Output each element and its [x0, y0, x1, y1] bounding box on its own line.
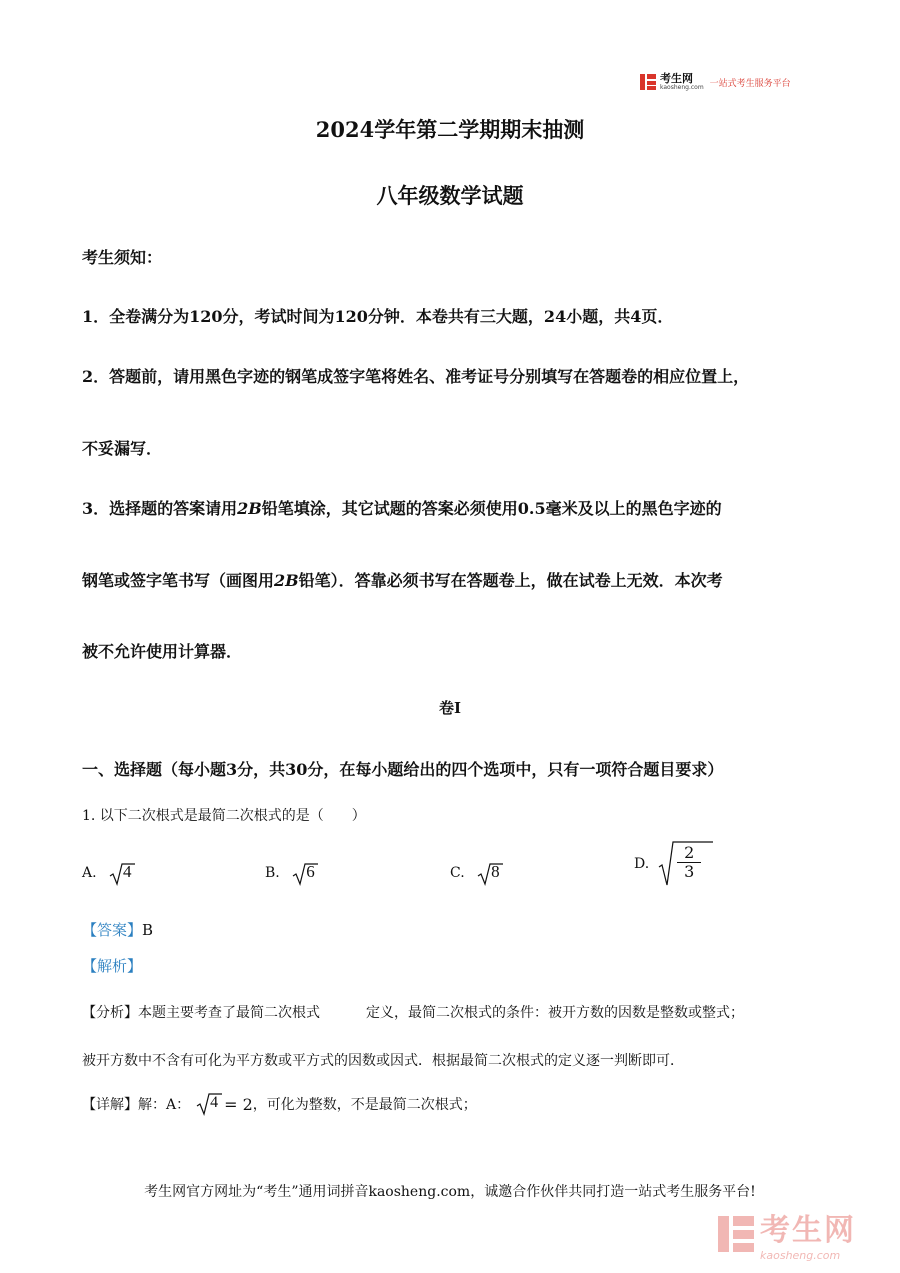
- question-1-stem: 1. 以下二次根式是最简二次根式的是（ ）: [82, 808, 366, 824]
- sqrt-expression: [196, 1092, 230, 1116]
- exam-subtitle: 八年级数学试题: [376, 183, 524, 208]
- pencil-grade: 2B: [274, 571, 299, 590]
- analysis-tag: 【解析】: [82, 957, 143, 975]
- notice-text: 3．选择题的答案请用: [82, 499, 238, 518]
- watermark-url: kaosheng.com: [760, 1249, 841, 1262]
- equation-result: = 2: [224, 1094, 253, 1114]
- option-b: [265, 862, 327, 886]
- notice-item-3-line-1: [82, 496, 722, 519]
- detail-tag: 【详解】: [82, 1097, 138, 1113]
- radicand: 6: [306, 862, 315, 882]
- detail-text: ，可化为整数，不是最简二次根式；: [252, 1097, 477, 1113]
- notice-item-2-line-2: 不妥漏写．: [82, 439, 163, 458]
- option-label: A.: [82, 865, 97, 882]
- notice-item-3-line-2: [82, 568, 723, 591]
- logo-name: 考生网: [660, 72, 693, 85]
- answer-value: B: [142, 921, 154, 939]
- notice-text: 钢笔或签字笔书写（画图用: [82, 571, 275, 590]
- fenxi-tag: 【分析】: [82, 1005, 138, 1021]
- radicand: 4: [210, 1094, 219, 1112]
- sqrt-expression: [109, 862, 144, 886]
- notice-item-2-line-1: 2．答题前，请用黑色字迹的钢笔成签字笔将姓名、准考证号分别填写在答题卷的相应位置上，: [82, 367, 750, 386]
- detail-line: [82, 1088, 477, 1120]
- watermark-text: 考生网: [760, 1213, 856, 1248]
- logo-slogan: 一站式考生服务平台: [709, 78, 791, 89]
- logo-url: kaosheng.com: [660, 84, 704, 91]
- radicand: 4: [123, 862, 132, 882]
- answer-line: [82, 919, 153, 940]
- radicand: 8: [491, 862, 500, 882]
- section-1-heading: 一、选择题（每小题3分，共30分，在每小题给出的四个选项中，只有一项符合题目要求）: [82, 760, 724, 779]
- sqrt-expression: [292, 862, 327, 886]
- sqrt-fraction-expression: [657, 839, 715, 889]
- option-d: [634, 838, 715, 890]
- exam-title: 2024学年第二学期期末抽测: [315, 117, 585, 142]
- logo-mark-icon: [640, 74, 656, 90]
- answer-tag: 【答案】: [82, 921, 143, 939]
- fraction: [677, 844, 701, 881]
- notice-text: 铅笔）．答靠必须书写在答题卷上，做在试卷上无效．本次考: [298, 571, 723, 590]
- watermark: [718, 1205, 856, 1262]
- fenxi-line-2: 被开方数中不含有可化为平方数或平方式的因数或因式．根据最简二次根式的定义逐一判断即可．: [82, 1053, 684, 1069]
- fenxi-text: 本题主要考查了最简二次根式: [138, 1005, 320, 1021]
- volume-label: 卷I: [438, 699, 462, 717]
- option-label: B.: [265, 865, 280, 882]
- sqrt-expression: [477, 862, 512, 886]
- notice-heading: 考生须知：: [82, 248, 163, 267]
- option-c: [450, 862, 512, 886]
- site-logo[interactable]: [640, 70, 791, 94]
- fraction-numerator: 2: [677, 844, 701, 863]
- detail-text: 解：A：: [138, 1097, 191, 1113]
- footer-note: 考生网官方网址为“考生”通用词拼音kaosheng.com，诚邀合作伙伴共同打造一站式考生服务平台!: [144, 1184, 756, 1200]
- option-label: D.: [634, 856, 650, 872]
- analysis-line: [82, 955, 142, 976]
- notice-item-3-line-3: 被不允许使用计算器．: [82, 642, 243, 661]
- option-label: C.: [450, 865, 465, 882]
- fenxi-line-1: [82, 1002, 744, 1022]
- fenxi-text: 定义，最简二次根式的条件：被开方数的因数是整数或整式；: [366, 1005, 744, 1021]
- fraction-denominator: 3: [684, 862, 695, 881]
- notice-item-1: 1．全卷满分为120分，考试时间为120分钟．本卷共有三大题，24小题，共4页．: [82, 307, 674, 326]
- option-a: [82, 862, 144, 886]
- watermark-logo-icon: [718, 1216, 754, 1252]
- notice-text: 铅笔填涂，其它试题的答案必须使用0.5毫米及以上的黑色字迹的: [261, 499, 722, 518]
- pencil-grade: 2B: [237, 499, 262, 518]
